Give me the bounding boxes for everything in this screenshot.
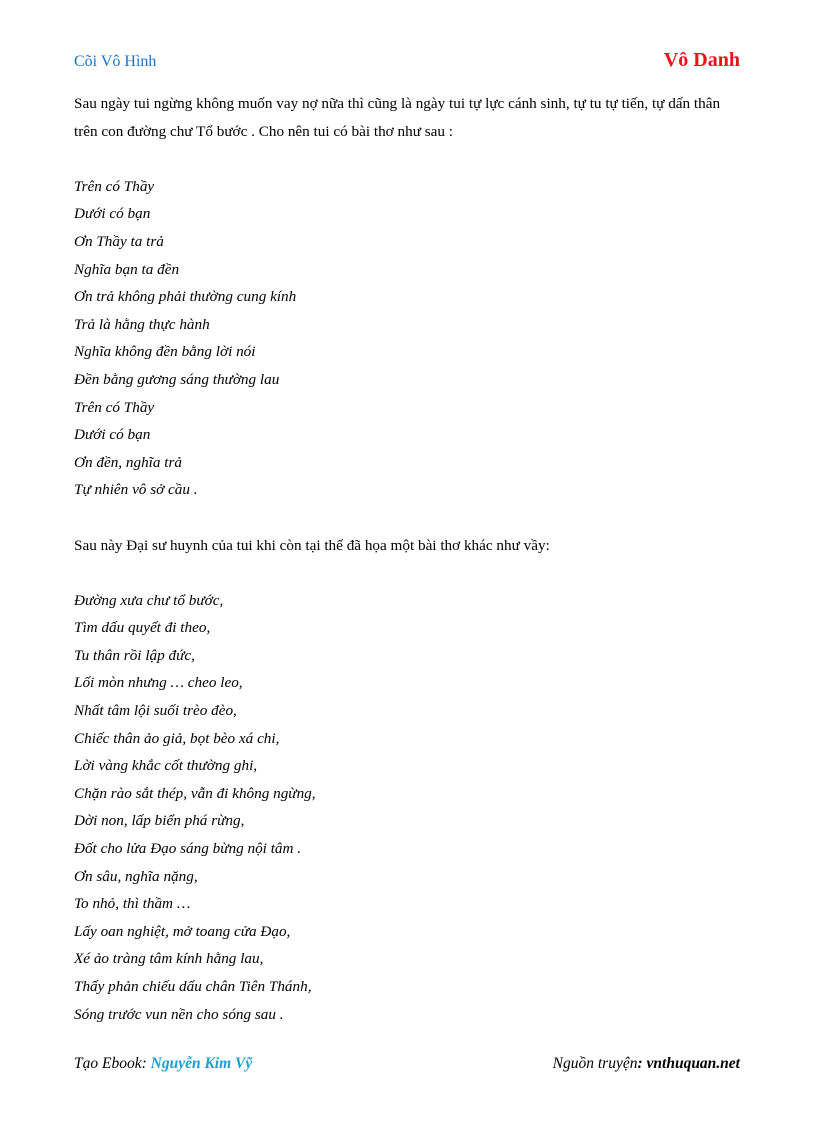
poem-line: Ơn Thầy ta trả bbox=[74, 232, 164, 250]
poem-line: Nghĩa không đền bằng lời nói bbox=[74, 343, 256, 361]
poem-line: Đền bằng gương sáng thường lau bbox=[74, 370, 280, 388]
poem-line: Dời non, lấp biển phá rừng, bbox=[74, 812, 245, 830]
poem-line: Trên có Thầy bbox=[74, 398, 155, 416]
ebook-label: Tạo Ebook bbox=[74, 1055, 142, 1072]
poem-line: Xé ảo tràng tâm kính hằng lau, bbox=[74, 950, 264, 968]
poem-line: Ơn sâu, nghĩa nặng, bbox=[74, 867, 198, 885]
poem-line: Ơn đền, nghĩa trả bbox=[74, 453, 182, 471]
poem-first bbox=[74, 173, 746, 504]
footer-ebook-credit: Tạo Ebook: Nguyễn Kim Vỹ bbox=[74, 1055, 253, 1072]
poem-line: Nghĩa bạn ta đền bbox=[74, 260, 180, 278]
footer-source-credit: Nguồn truyện: vnthuquan.net bbox=[552, 1055, 740, 1072]
poem-line: Lời vàng khắc cốt thường ghi, bbox=[74, 757, 258, 775]
poem-line: Ơn trả không phải thường cung kính bbox=[74, 288, 297, 306]
poem-line: Tự nhiên vô sở cầu . bbox=[74, 481, 198, 499]
poem-line: Tìm dấu quyết đi theo, bbox=[74, 619, 211, 637]
author-name: Vô Danh bbox=[663, 49, 740, 71]
poem-line: Nhất tâm lội suối trèo đèo, bbox=[74, 702, 237, 720]
poem-line: Tu thân rồi lập đức, bbox=[74, 646, 195, 664]
poem-line: Sóng trước vun nền cho sóng sau . bbox=[74, 1005, 284, 1023]
poem-line: Thấy phản chiếu dấu chân Tiên Thánh, bbox=[74, 978, 312, 995]
source-label: Nguồn truyện bbox=[552, 1055, 638, 1072]
source-site: vnthuquan.net bbox=[646, 1055, 740, 1072]
poem-line: Lấy oan nghiệt, mở toang cửa Đạo, bbox=[74, 922, 291, 940]
poem-line: Đốt cho lửa Đạo sáng bừng nội tâm . bbox=[74, 840, 302, 858]
poem-line: Dưới có bạn bbox=[74, 426, 151, 444]
poem-line: Đường xưa chư tổ bước, bbox=[74, 591, 224, 609]
poem-line: Lối mòn nhưng … cheo leo, bbox=[74, 674, 243, 692]
poem-line: Dưới có bạn bbox=[74, 205, 151, 223]
ebook-maker: Nguyễn Kim Vỹ bbox=[150, 1055, 253, 1072]
intro-paragraph: Sau ngày tui ngừng không muốn vay nợ nữa thì cũng là ngày tui tự lực cánh sinh, tự tu tự tiến, tự dấn thân trên con đường chư Tổ bước . Cho nên tui có bài thơ như sau : bbox=[74, 95, 721, 140]
poem-line: Chiếc thân ảo giả, bọt bèo xá chi, bbox=[74, 729, 280, 747]
book-title: Cõi Vô Hình bbox=[74, 53, 157, 70]
middle-paragraph: Sau này Đại sư huynh của tui khi còn tại thế đã họa một bài thơ khác như vầy: bbox=[74, 536, 550, 554]
poem-line: To nhỏ, thì thầm … bbox=[74, 895, 191, 913]
poem-line: Trên có Thầy bbox=[74, 177, 155, 195]
poem-second bbox=[74, 587, 746, 1029]
poem-line: Trả là hằng thực hành bbox=[74, 315, 210, 333]
poem-line: Chặn rào sắt thép, vẫn đi không ngừng, bbox=[74, 784, 316, 802]
page-content bbox=[74, 90, 746, 1028]
